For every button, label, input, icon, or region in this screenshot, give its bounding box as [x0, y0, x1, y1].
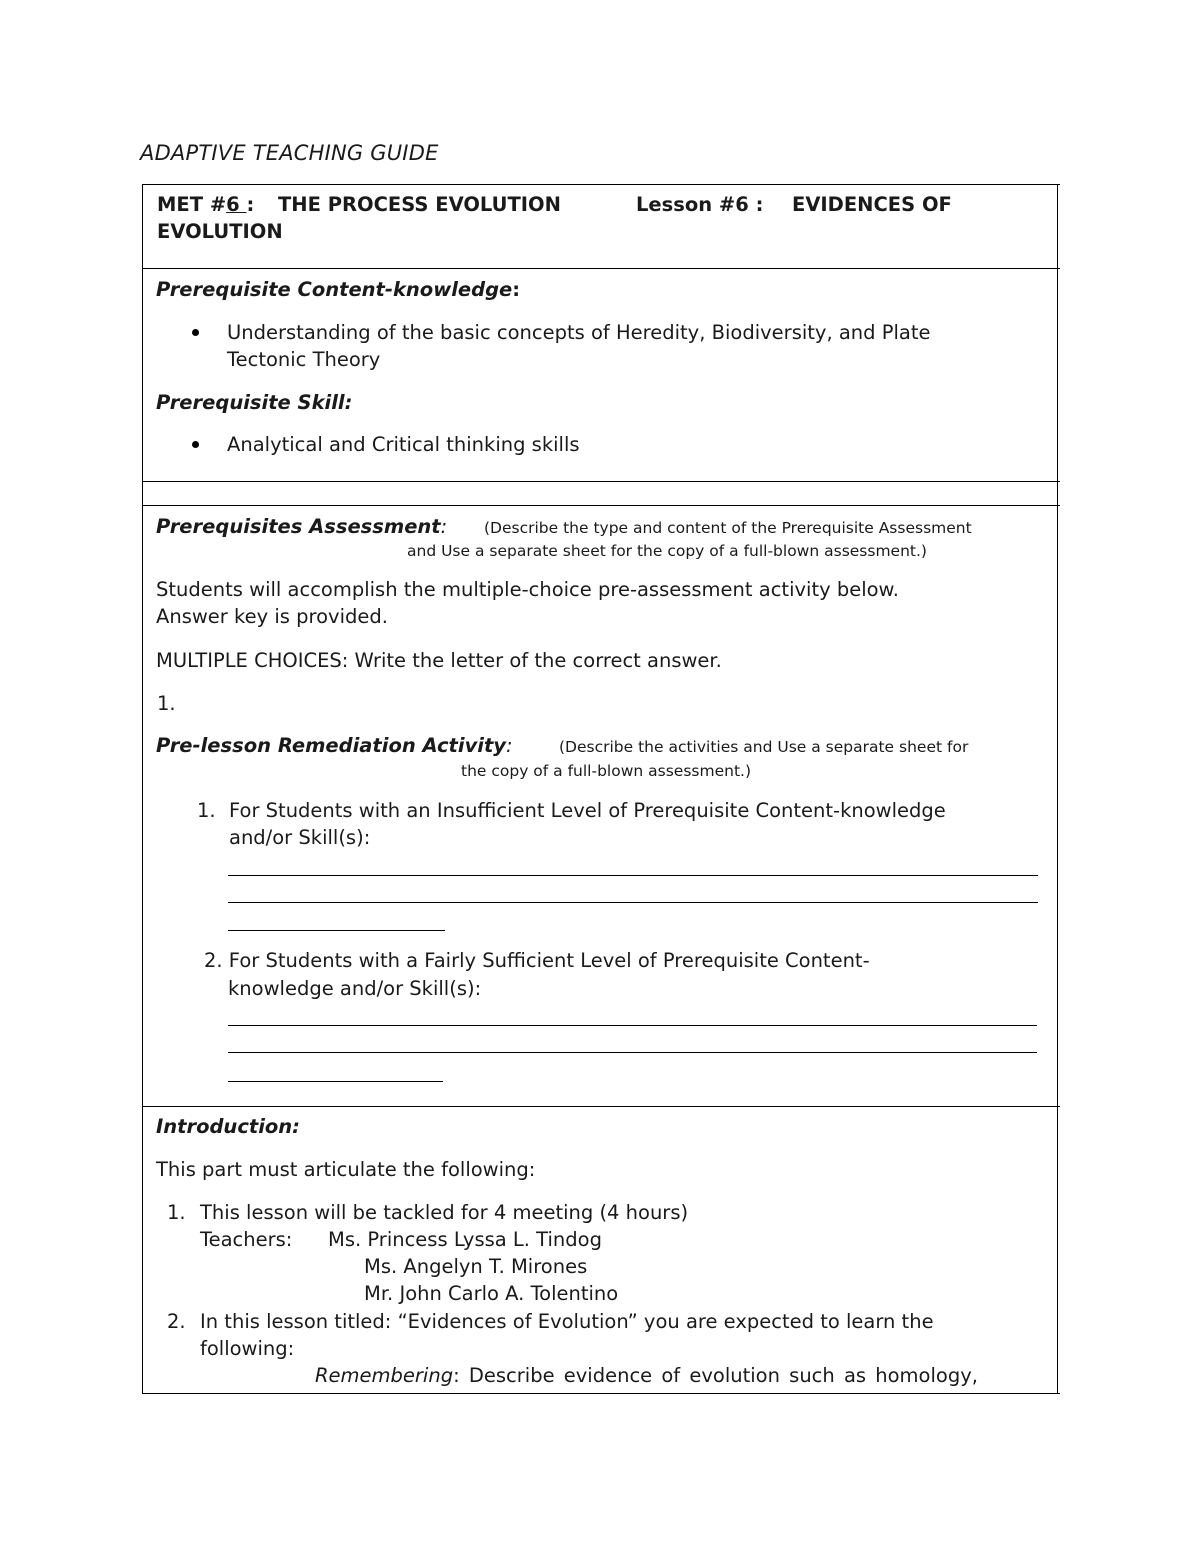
introduction-heading: Introduction:: [156, 1115, 300, 1138]
prereq-content-item-continued: Tectonic Theory: [227, 348, 381, 371]
table-border-prereq: [142, 481, 1060, 482]
answer-line: [228, 875, 1038, 876]
assessment-colon: :: [440, 515, 448, 538]
remediation-item-1: For Students with an Insufficient Level of Prerequisite Content-knowledge: [229, 799, 946, 822]
teachers-label: Teachers:: [200, 1228, 293, 1251]
bullet-icon: [192, 441, 199, 448]
assessment-heading: [156, 513, 447, 540]
assessment-instructions: MULTIPLE CHOICES: Write the letter of the correct answer.: [156, 649, 722, 672]
table-border-top: [142, 184, 1060, 185]
answer-line: [228, 1025, 1037, 1026]
teacher-name: Ms. Princess Lyssa L. Tindog: [328, 1228, 602, 1251]
met-prefix: MET #: [157, 193, 227, 216]
remembering-label: Remembering: [315, 1364, 454, 1387]
lesson-title: EVIDENCES OF: [792, 193, 952, 216]
met-separator: :: [246, 193, 255, 216]
answer-line: [228, 902, 1038, 903]
introduction-item-1: This lesson will be tackled for 4 meeting (4 hours): [200, 1201, 689, 1224]
prereq-content-heading: [156, 276, 520, 303]
met-number: 6: [226, 193, 247, 216]
answer-line: [228, 1081, 443, 1082]
met-label: [157, 191, 254, 218]
prereq-skill-item: Analytical and Critical thinking skills: [227, 433, 580, 456]
answer-line: [228, 1052, 1037, 1053]
table-border-header: [142, 268, 1060, 269]
remediation-colon: :: [506, 734, 513, 757]
prereq-content-colon: :: [512, 278, 521, 301]
lesson-label: Lesson #6 :: [636, 193, 764, 216]
prereq-content-item: Understanding of the basic concepts of Heredity, Biodiversity, and Plate: [227, 321, 931, 344]
remediation-note-continued: the copy of a full-blown assessment.): [461, 762, 751, 780]
introduction-lead: This part must articulate the following:: [156, 1158, 536, 1181]
prereq-skill-heading: Prerequisite Skill:: [156, 391, 353, 414]
bullet-icon: [192, 329, 199, 336]
introduction-item-2: In this lesson titled: “Evidences of Evolution” you are expected to learn the: [200, 1310, 934, 1333]
remediation-item-2: 2. For Students with a Fairly Sufficient Level of Prerequisite Content-: [204, 949, 870, 972]
remediation-heading: [156, 732, 513, 759]
document-title: ADAPTIVE TEACHING GUIDE: [140, 141, 439, 165]
assessment-description: Students will accomplish the multiple-choice pre-assessment activity below.: [156, 578, 899, 601]
remediation-note: (Describe the activities and Use a separate sheet for: [559, 738, 969, 756]
assessment-note-continued: and Use a separate sheet for the copy of a full-blown assessment.): [407, 542, 927, 560]
table-border-bottom: [142, 1393, 1060, 1394]
teacher-name: Ms. Angelyn T. Mirones: [364, 1255, 588, 1278]
prereq-content-label: Prerequisite Content-knowledge: [156, 278, 513, 301]
assessment-description-continued: Answer key is provided.: [156, 605, 388, 628]
remediation-label: Pre-lesson Remediation Activity: [156, 734, 506, 757]
introduction-item-2-continued: following:: [200, 1337, 295, 1360]
assessment-note: (Describe the type and content of the Prerequisite Assessment: [484, 519, 972, 537]
introduction-item-1-number: 1.: [167, 1201, 186, 1224]
remediation-item-2-continued: knowledge and/or Skill(s):: [228, 977, 482, 1000]
teacher-name: Mr. John Carlo A. Tolentino: [364, 1282, 619, 1305]
table-border-empty-row: [142, 505, 1060, 506]
table-border-assessment: [142, 1106, 1060, 1107]
met-title: THE PROCESS EVOLUTION: [278, 193, 561, 216]
assessment-label: Prerequisites Assessment: [156, 515, 441, 538]
remembering-text: : Describe evidence of evolution such as homology,: [453, 1364, 978, 1387]
answer-line: [228, 930, 445, 931]
introduction-item-2-number: 2.: [167, 1310, 186, 1333]
lesson-title-continued: EVOLUTION: [157, 220, 283, 243]
remediation-item-1-continued: and/or Skill(s):: [229, 826, 371, 849]
assessment-item-1: 1.: [157, 692, 176, 715]
remembering-objective: [315, 1362, 978, 1389]
remediation-item-1-number: 1.: [197, 799, 216, 822]
